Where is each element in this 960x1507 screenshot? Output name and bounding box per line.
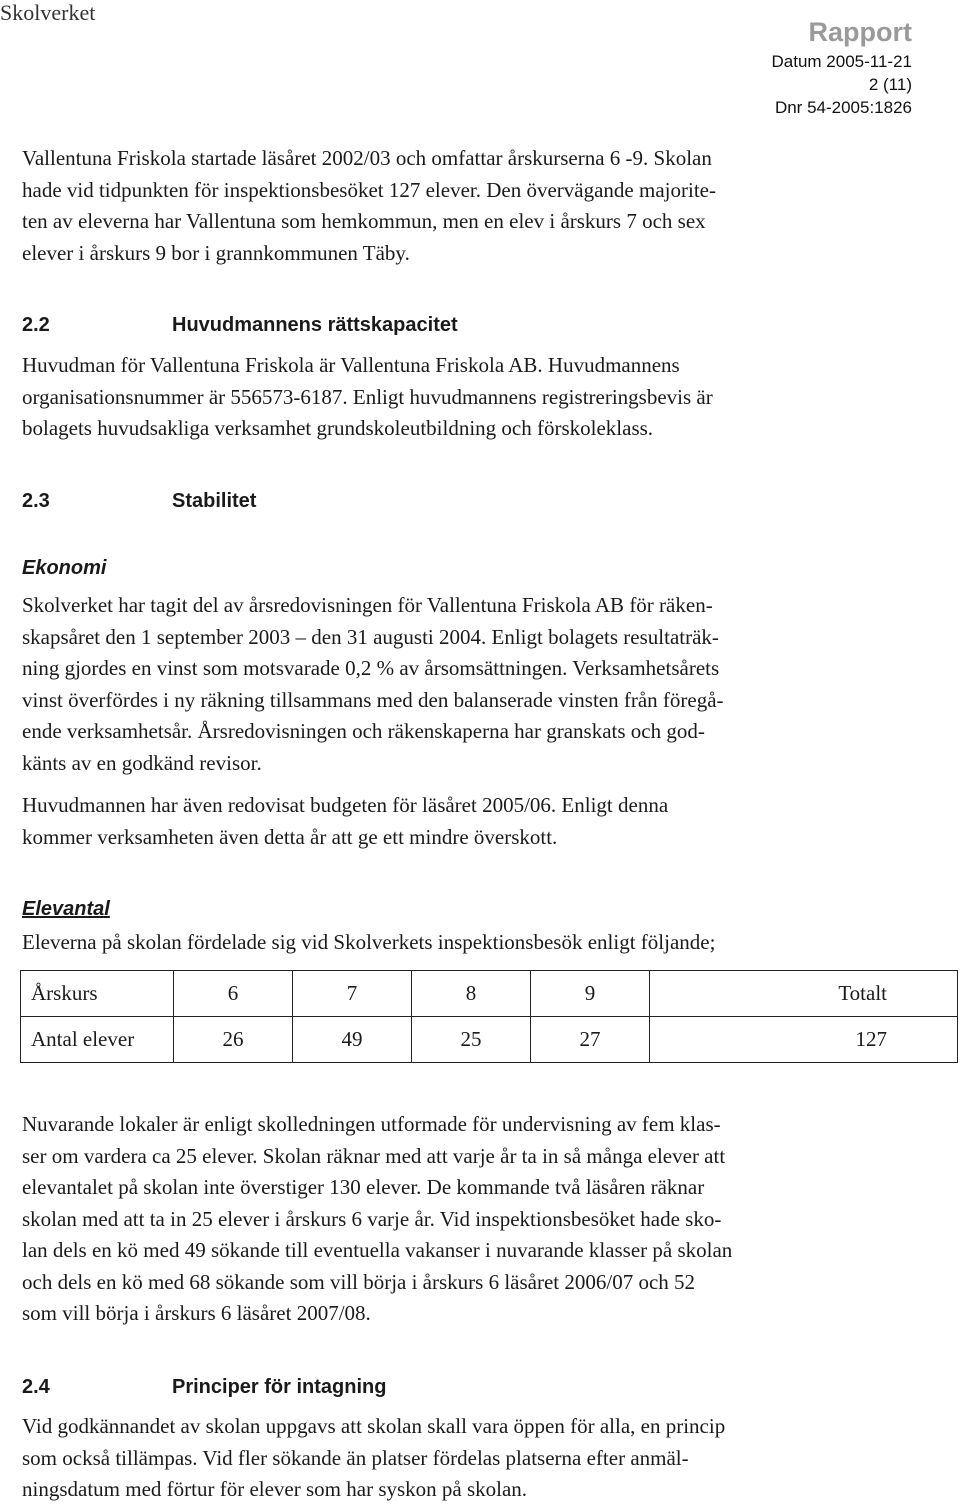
document-date: Datum 2005-11-21 <box>771 52 912 71</box>
ekonomi-paragraph-2 <box>22 790 922 853</box>
diary-number: Dnr 54-2005:1826 <box>774 98 912 117</box>
text-line: Vallentuna Friskola startade läsåret 2002/03 och omfattar årskurserna 6 -9. Skolan <box>22 146 712 170</box>
document-header <box>772 14 913 119</box>
text-line: ser om vardera ca 25 elever. Skolan räknar med att varje år ta in så många elever att <box>22 1143 726 1168</box>
section-heading-2-3 <box>22 488 256 514</box>
section-number: 2.2 <box>22 314 50 336</box>
text-line: ten av eleverna har Vallentuna som hemkommun, men en elev i årskurs 7 och sex <box>22 209 706 233</box>
table-cell: 6 <box>174 971 293 1017</box>
table-cell: 27 <box>531 1017 650 1063</box>
text-line: Vid godkännandet av skolan uppgavs att skolan skall vara öppen för alla, en princip <box>22 1414 726 1438</box>
text-line: lan dels en kö med 49 sökande till eventuella vakanser i nuvarande klasser på skolan <box>22 1238 733 1262</box>
table-cell: 49 <box>293 1017 412 1063</box>
text-line: ende verksamhetsår. Årsredovisningen och räkenskaperna har granskats och god- <box>22 719 705 743</box>
section-heading-2-2 <box>22 312 458 338</box>
text-line: vinst överfördes i ny räkning tillsammans med den balanserade vinsten från föregå- <box>22 687 724 712</box>
text-line: Huvudman för Vallentuna Friskola är Vallentuna Friskola AB. Huvudmannens <box>22 353 680 377</box>
section-title: Huvudmannens rättskapacitet <box>172 314 458 336</box>
ekonomi-paragraph-1 <box>22 590 922 779</box>
text-line: som också tillämpas. Vid fler sökande än platser fördelas platserna efter anmäl- <box>22 1445 689 1470</box>
table-cell: 9 <box>531 971 650 1017</box>
table-row <box>21 1017 958 1063</box>
text-line: hade vid tidpunkten för inspektionsbesöket 127 elever. Den övervägande majorite- <box>22 177 716 202</box>
table-cell: 7 <box>293 971 412 1017</box>
text-line: ningsdatum med förtur för elever som har syskon på skolan. <box>22 1477 528 1501</box>
text-line: som vill börja i årskurs 6 läsåret 2007/08. <box>22 1301 371 1325</box>
text-line: och dels en kö med 68 sökande som vill börja i årskurs 6 läsåret 2006/07 och 52 <box>22 1269 696 1294</box>
intro-paragraph <box>22 143 922 269</box>
section-2-2-paragraph <box>22 350 922 445</box>
text-line: Skolverket har tagit del av årsredovisningen för Vallentuna Friskola AB för räken- <box>22 593 713 617</box>
text-line: Eleverna på skolan fördelade sig vid Skolverkets inspektionsbesök enligt följande; <box>22 930 716 954</box>
text-line: Huvudmannen har även redovisat budgeten för läsåret 2005/06. Enligt denna <box>22 793 669 817</box>
section-2-4-paragraph <box>22 1411 922 1506</box>
subheading-ekonomi: Ekonomi <box>22 557 107 579</box>
document-type: Rapport <box>808 17 912 47</box>
text-line: bolagets huvudsakliga verksamhet grundskoleutbildning och förskoleklass. <box>22 416 654 440</box>
elevantal-paragraph <box>22 1109 922 1330</box>
section-number: 2.4 <box>22 1376 50 1398</box>
table-cell: Årskurs <box>21 971 174 1017</box>
organization-name: Skolverket <box>0 0 96 25</box>
table-cell: 25 <box>412 1017 531 1063</box>
text-line: ning gjordes en vinst som motsvarade 0,2 % av årsomsättningen. Verksamhetsårets <box>22 656 720 680</box>
section-title: Stabilitet <box>172 490 257 512</box>
page-number: 2 (11) <box>868 75 912 94</box>
table-cell: 127 <box>650 1017 958 1063</box>
text-line: organisationsnummer är 556573-6187. Enligt huvudmannens registreringsbevis är <box>22 384 713 409</box>
text-line: Nuvarande lokaler är enligt skolledningen utformade för undervisning av fem klas- <box>22 1112 721 1136</box>
section-number: 2.3 <box>22 490 50 512</box>
table-row <box>21 971 958 1017</box>
table-cell: Antal elever <box>21 1017 174 1063</box>
table-cell: 26 <box>174 1017 293 1063</box>
text-line: elever i årskurs 9 bor i grannkommunen Täby. <box>22 240 410 265</box>
text-line: känts av en godkänd revisor. <box>22 750 262 775</box>
table-cell: Totalt <box>650 971 958 1017</box>
elevantal-intro <box>22 927 922 959</box>
text-line: skolan med att ta in 25 elever i årskurs 6 varje år. Vid inspektionsbesöket hade sko- <box>22 1206 722 1231</box>
text-line: kommer verksamheten även detta år att ge ett mindre överskott. <box>22 824 558 849</box>
section-title: Principer för intagning <box>172 1376 387 1398</box>
subheading-elevantal: Elevantal <box>22 898 110 920</box>
table-cell: 8 <box>412 971 531 1017</box>
student-count-table <box>20 970 958 1063</box>
text-line: skapsåret den 1 september 2003 – den 31 augusti 2004. Enligt bolagets resultaträk- <box>22 624 719 649</box>
section-heading-2-4 <box>22 1374 386 1400</box>
text-line: elevantalet på skolan inte överstiger 130 elever. De kommande två läsåren räknar <box>22 1175 705 1199</box>
